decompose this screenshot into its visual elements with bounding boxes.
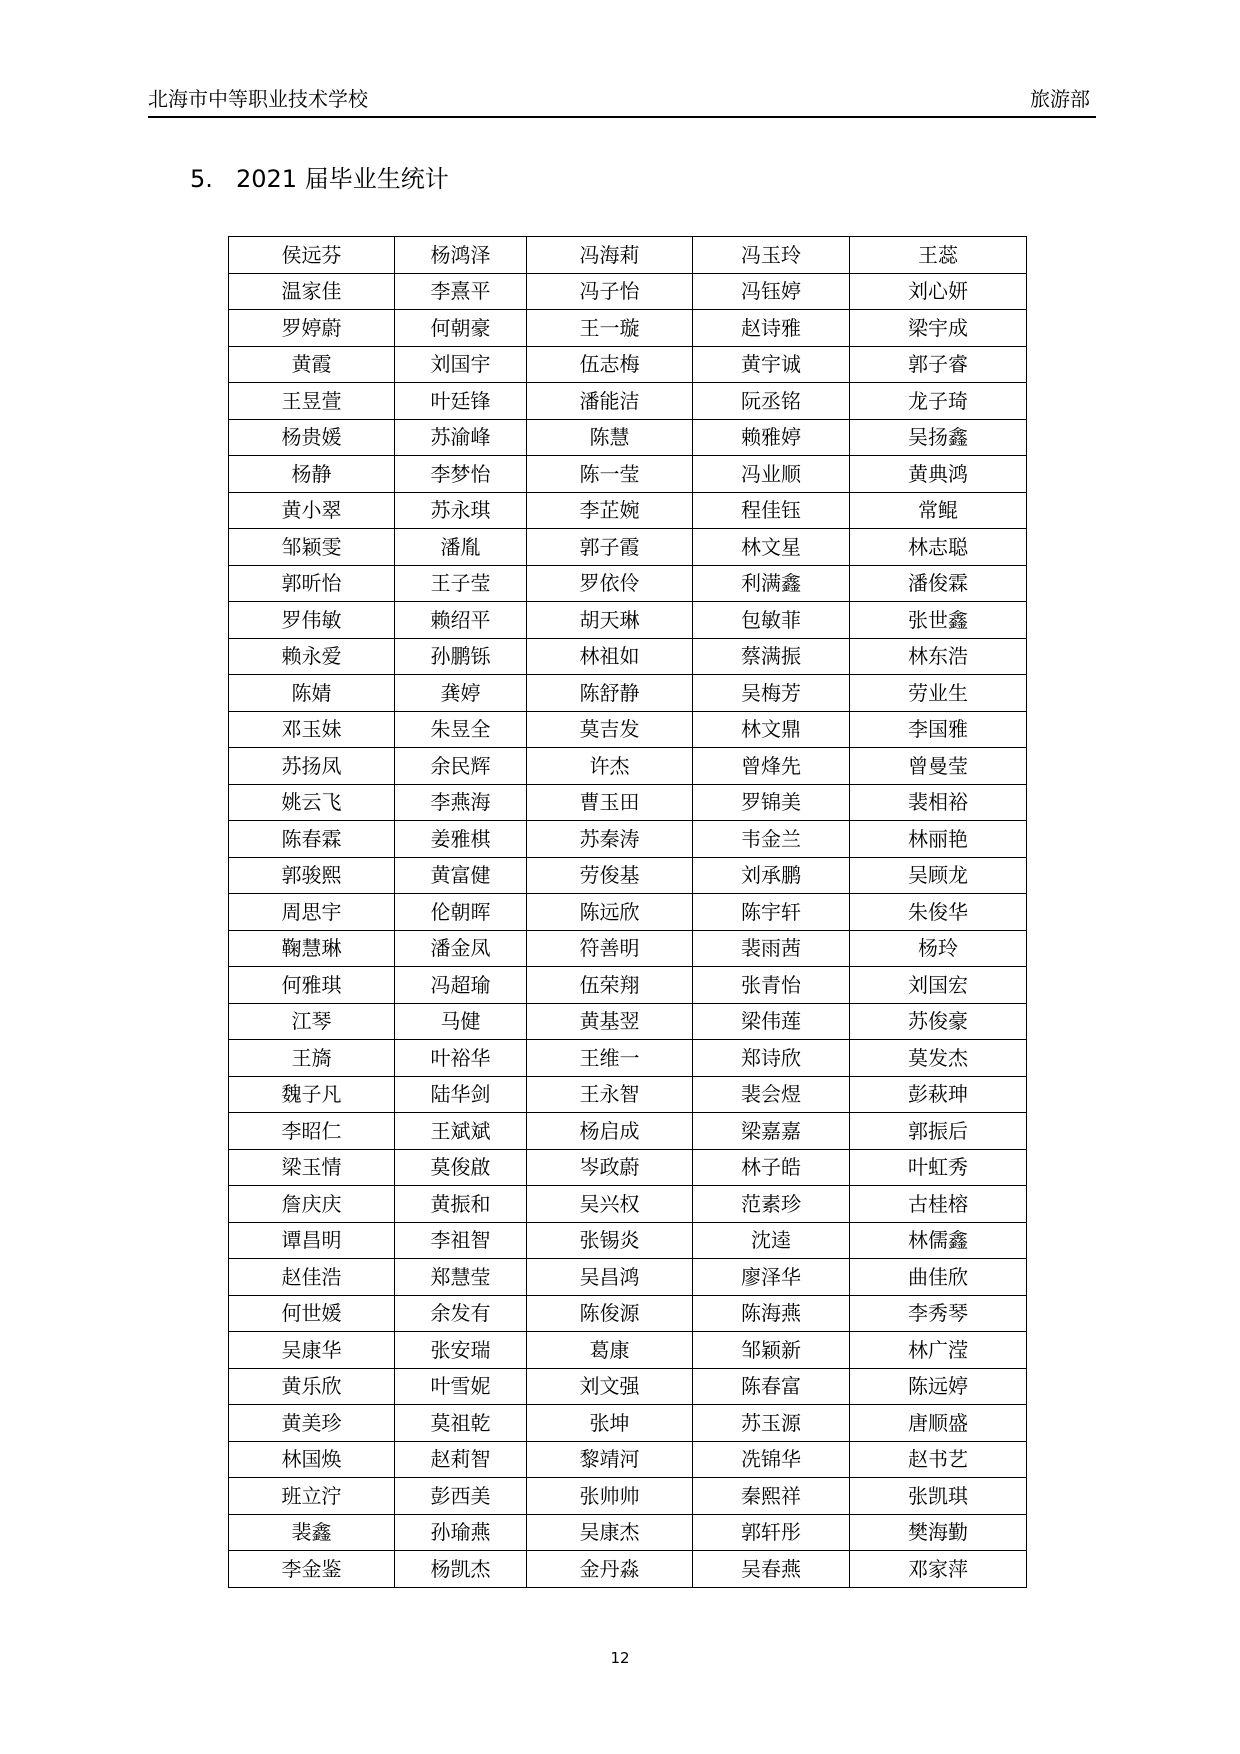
table-row — [229, 383, 1027, 420]
table-cell: 潘胤 — [395, 529, 527, 566]
table-cell: 吴春燕 — [693, 1551, 850, 1588]
table-cell: 黎靖河 — [527, 1441, 693, 1478]
table-cell: 黄典鸿 — [850, 456, 1027, 493]
table-cell: 陈春霖 — [229, 821, 395, 858]
table-cell: 王蕊 — [850, 237, 1027, 274]
table-cell: 廖泽华 — [693, 1259, 850, 1296]
table-cell: 吴康杰 — [527, 1514, 693, 1551]
table-cell: 张世鑫 — [850, 602, 1027, 639]
table-cell: 何朝豪 — [395, 310, 527, 347]
table-cell: 莫发杰 — [850, 1040, 1027, 1077]
table-cell: 罗婷蔚 — [229, 310, 395, 347]
table-cell: 龙子琦 — [850, 383, 1027, 420]
table-cell: 邓玉妹 — [229, 711, 395, 748]
table-cell: 冯业顺 — [693, 456, 850, 493]
table-cell: 陈慧 — [527, 419, 693, 456]
table-cell: 梁伟莲 — [693, 1003, 850, 1040]
table-cell: 劳俊基 — [527, 857, 693, 894]
table-cell: 樊海勤 — [850, 1514, 1027, 1551]
table-row — [229, 1551, 1027, 1588]
page-number: 12 — [610, 1649, 630, 1667]
table-row — [229, 1332, 1027, 1369]
table-cell: 陈远欣 — [527, 894, 693, 931]
table-cell: 彭西美 — [395, 1478, 527, 1515]
table-cell: 班立泞 — [229, 1478, 395, 1515]
table-cell: 孙鹏铄 — [395, 638, 527, 675]
table-cell: 郑诗欣 — [693, 1040, 850, 1077]
table-row — [229, 784, 1027, 821]
table-row — [229, 930, 1027, 967]
table-cell: 李梦怡 — [395, 456, 527, 493]
table-row — [229, 1405, 1027, 1442]
table-cell: 黄美珍 — [229, 1405, 395, 1442]
table-cell: 陈海燕 — [693, 1295, 850, 1332]
table-cell: 何世媛 — [229, 1295, 395, 1332]
table-cell: 吴康华 — [229, 1332, 395, 1369]
table-cell: 罗锦美 — [693, 784, 850, 821]
table-cell: 杨贵媛 — [229, 419, 395, 456]
table-cell: 潘金凤 — [395, 930, 527, 967]
table-cell: 金丹淼 — [527, 1551, 693, 1588]
table-row — [229, 492, 1027, 529]
table-row — [229, 273, 1027, 310]
table-cell: 黄基翌 — [527, 1003, 693, 1040]
table-cell: 王永智 — [527, 1076, 693, 1113]
table-cell: 陈春富 — [693, 1368, 850, 1405]
table-row — [229, 1514, 1027, 1551]
table-cell: 冯钰婷 — [693, 273, 850, 310]
table-cell: 苏渝峰 — [395, 419, 527, 456]
table-cell: 莫吉发 — [527, 711, 693, 748]
table-cell: 王斌斌 — [395, 1113, 527, 1150]
table-row — [229, 1113, 1027, 1150]
table-cell: 王子莹 — [395, 565, 527, 602]
table-row — [229, 1003, 1027, 1040]
table-cell: 张锡炎 — [527, 1222, 693, 1259]
table-row — [229, 675, 1027, 712]
table-cell: 苏秦涛 — [527, 821, 693, 858]
table-cell: 龚婷 — [395, 675, 527, 712]
table-cell: 林丽艳 — [850, 821, 1027, 858]
table-cell: 林国焕 — [229, 1441, 395, 1478]
table-cell: 郑慧莹 — [395, 1259, 527, 1296]
table-cell: 张青怡 — [693, 967, 850, 1004]
table-cell: 裴相裕 — [850, 784, 1027, 821]
table-cell: 江琴 — [229, 1003, 395, 1040]
table-cell: 林东浩 — [850, 638, 1027, 675]
table-cell: 李芷婉 — [527, 492, 693, 529]
table-cell: 刘文强 — [527, 1368, 693, 1405]
table-row — [229, 1149, 1027, 1186]
table-cell: 吴梅芳 — [693, 675, 850, 712]
table-row — [229, 602, 1027, 639]
table-cell: 林子皓 — [693, 1149, 850, 1186]
table-cell: 李国雅 — [850, 711, 1027, 748]
table-cell: 赖绍平 — [395, 602, 527, 639]
table-cell: 潘俊霖 — [850, 565, 1027, 602]
table-cell: 马健 — [395, 1003, 527, 1040]
table-cell: 伦朝晖 — [395, 894, 527, 931]
table-cell: 郭昕怡 — [229, 565, 395, 602]
table-cell: 李燕海 — [395, 784, 527, 821]
table-row — [229, 1259, 1027, 1296]
table-row — [229, 821, 1027, 858]
table-cell: 黄乐欣 — [229, 1368, 395, 1405]
graduates-table — [228, 236, 1027, 1588]
table-cell: 蔡满振 — [693, 638, 850, 675]
table-cell: 叶雪妮 — [395, 1368, 527, 1405]
table-cell: 王维一 — [527, 1040, 693, 1077]
table-cell: 常鲲 — [850, 492, 1027, 529]
section-number: 5. — [190, 165, 213, 193]
table-cell: 岑政蔚 — [527, 1149, 693, 1186]
table-cell: 张坤 — [527, 1405, 693, 1442]
table-cell: 程佳钰 — [693, 492, 850, 529]
school-name: 北海市中等职业技术学校 — [148, 87, 368, 111]
table-cell: 黄振和 — [395, 1186, 527, 1223]
table-cell: 刘心妍 — [850, 273, 1027, 310]
table-cell: 黄宇诚 — [693, 346, 850, 383]
table-cell: 张帅帅 — [527, 1478, 693, 1515]
table-cell: 莫祖乾 — [395, 1405, 527, 1442]
table-cell: 潘能洁 — [527, 383, 693, 420]
table-row — [229, 456, 1027, 493]
table-cell: 郭振后 — [850, 1113, 1027, 1150]
table-cell: 韦金兰 — [693, 821, 850, 858]
table-cell: 陈婧 — [229, 675, 395, 712]
table-cell: 陈远婷 — [850, 1368, 1027, 1405]
table-cell: 黄霞 — [229, 346, 395, 383]
table-row — [229, 1478, 1027, 1515]
table-row — [229, 1076, 1027, 1113]
table-cell: 陈俊源 — [527, 1295, 693, 1332]
table-cell: 李秀琴 — [850, 1295, 1027, 1332]
table-cell: 冯子怡 — [527, 273, 693, 310]
table-row — [229, 857, 1027, 894]
table-row — [229, 1295, 1027, 1332]
table-row — [229, 565, 1027, 602]
table-cell: 赖雅婷 — [693, 419, 850, 456]
table-cell: 符善明 — [527, 930, 693, 967]
table-cell: 余民辉 — [395, 748, 527, 785]
table-row — [229, 346, 1027, 383]
table-cell: 劳业生 — [850, 675, 1027, 712]
table-cell: 陈宇轩 — [693, 894, 850, 931]
table-cell: 林文鼎 — [693, 711, 850, 748]
table-cell: 张凯琪 — [850, 1478, 1027, 1515]
table-cell: 古桂榕 — [850, 1186, 1027, 1223]
table-cell: 李祖智 — [395, 1222, 527, 1259]
section-heading — [190, 163, 449, 195]
table-cell: 黄富健 — [395, 857, 527, 894]
table-cell: 赵佳浩 — [229, 1259, 395, 1296]
table-cell: 吴昌鸿 — [527, 1259, 693, 1296]
table-cell: 杨玲 — [850, 930, 1027, 967]
table-cell: 吴兴权 — [527, 1186, 693, 1223]
table-cell: 冼锦华 — [693, 1441, 850, 1478]
table-cell: 林祖如 — [527, 638, 693, 675]
table-cell: 梁嘉嘉 — [693, 1113, 850, 1150]
table-cell: 杨凯杰 — [395, 1551, 527, 1588]
table-cell: 苏扬凤 — [229, 748, 395, 785]
table-cell: 罗伟敏 — [229, 602, 395, 639]
table-cell: 林文星 — [693, 529, 850, 566]
table-cell: 叶廷锋 — [395, 383, 527, 420]
table-cell: 苏玉源 — [693, 1405, 850, 1442]
table-row — [229, 419, 1027, 456]
table-cell: 李金鉴 — [229, 1551, 395, 1588]
table-cell: 谭昌明 — [229, 1222, 395, 1259]
table-cell: 王旖 — [229, 1040, 395, 1077]
table-cell: 林儒鑫 — [850, 1222, 1027, 1259]
table-cell: 邓家萍 — [850, 1551, 1027, 1588]
section-title: 2021 届毕业生统计 — [236, 165, 449, 193]
table-cell: 彭萩珅 — [850, 1076, 1027, 1113]
table-cell: 邹颖雯 — [229, 529, 395, 566]
table-cell: 侯远芬 — [229, 237, 395, 274]
table-cell: 唐顺盛 — [850, 1405, 1027, 1442]
table-row — [229, 894, 1027, 931]
table-cell: 裴鑫 — [229, 1514, 395, 1551]
table-cell: 何雅琪 — [229, 967, 395, 1004]
table-cell: 刘国宇 — [395, 346, 527, 383]
table-cell: 许杰 — [527, 748, 693, 785]
table-cell: 王昱萱 — [229, 383, 395, 420]
table-row — [229, 1222, 1027, 1259]
table-cell: 莫俊啟 — [395, 1149, 527, 1186]
table-cell: 曹玉田 — [527, 784, 693, 821]
table-row — [229, 748, 1027, 785]
table-cell: 范素珍 — [693, 1186, 850, 1223]
table-cell: 赖永爱 — [229, 638, 395, 675]
table-cell: 胡天琳 — [527, 602, 693, 639]
table-cell: 林广滢 — [850, 1332, 1027, 1369]
table-cell: 包敏菲 — [693, 602, 850, 639]
table-cell: 朱俊华 — [850, 894, 1027, 931]
table-cell: 梁玉情 — [229, 1149, 395, 1186]
table-cell: 曾烽先 — [693, 748, 850, 785]
table-row — [229, 529, 1027, 566]
table-cell: 秦熙祥 — [693, 1478, 850, 1515]
table-row — [229, 237, 1027, 274]
table-row — [229, 711, 1027, 748]
table-cell: 魏子凡 — [229, 1076, 395, 1113]
table-cell: 阮丞铭 — [693, 383, 850, 420]
table-cell: 姜雅棋 — [395, 821, 527, 858]
table-cell: 冯超瑜 — [395, 967, 527, 1004]
table-cell: 叶裕华 — [395, 1040, 527, 1077]
table-cell: 陈一莹 — [527, 456, 693, 493]
table-cell: 杨鸿泽 — [395, 237, 527, 274]
table-cell: 曲佳欣 — [850, 1259, 1027, 1296]
table-cell: 吴顾龙 — [850, 857, 1027, 894]
table-cell: 郭子霞 — [527, 529, 693, 566]
table-row — [229, 967, 1027, 1004]
table-cell: 罗依伶 — [527, 565, 693, 602]
table-cell: 温家佳 — [229, 273, 395, 310]
table-cell: 周思宇 — [229, 894, 395, 931]
table-cell: 鞠慧琳 — [229, 930, 395, 967]
table-cell: 曾曼莹 — [850, 748, 1027, 785]
table-cell: 裴会煜 — [693, 1076, 850, 1113]
table-cell: 利满鑫 — [693, 565, 850, 602]
table-cell: 赵莉智 — [395, 1441, 527, 1478]
graduates-table-body — [229, 237, 1027, 1588]
table-cell: 朱昱全 — [395, 711, 527, 748]
table-cell: 陆华剑 — [395, 1076, 527, 1113]
table-cell: 李熹平 — [395, 273, 527, 310]
table-cell: 郭骏熙 — [229, 857, 395, 894]
table-cell: 郭轩彤 — [693, 1514, 850, 1551]
table-cell: 赵书艺 — [850, 1441, 1027, 1478]
table-cell: 冯海莉 — [527, 237, 693, 274]
table-cell: 伍志梅 — [527, 346, 693, 383]
table-cell: 葛康 — [527, 1332, 693, 1369]
table-row — [229, 1186, 1027, 1223]
table-cell: 刘国宏 — [850, 967, 1027, 1004]
table-cell: 苏永琪 — [395, 492, 527, 529]
table-cell: 张安瑞 — [395, 1332, 527, 1369]
table-cell: 裴雨茜 — [693, 930, 850, 967]
table-cell: 苏俊豪 — [850, 1003, 1027, 1040]
table-cell: 陈舒静 — [527, 675, 693, 712]
table-row — [229, 1368, 1027, 1405]
table-cell: 姚云飞 — [229, 784, 395, 821]
table-cell: 孙瑜燕 — [395, 1514, 527, 1551]
table-cell: 杨静 — [229, 456, 395, 493]
table-cell: 刘承鹏 — [693, 857, 850, 894]
table-row — [229, 638, 1027, 675]
table-row — [229, 1441, 1027, 1478]
table-row — [229, 310, 1027, 347]
table-cell: 黄小翠 — [229, 492, 395, 529]
table-cell: 冯玉玲 — [693, 237, 850, 274]
table-cell: 沈逵 — [693, 1222, 850, 1259]
table-cell: 梁宇成 — [850, 310, 1027, 347]
table-cell: 邹颖新 — [693, 1332, 850, 1369]
table-cell: 林志聪 — [850, 529, 1027, 566]
table-cell: 吴扬鑫 — [850, 419, 1027, 456]
table-cell: 王一璇 — [527, 310, 693, 347]
department-name: 旅游部 — [1030, 87, 1090, 111]
table-cell: 郭子睿 — [850, 346, 1027, 383]
table-cell: 李昭仁 — [229, 1113, 395, 1150]
table-cell: 杨启成 — [527, 1113, 693, 1150]
table-cell: 赵诗雅 — [693, 310, 850, 347]
table-cell: 叶虹秀 — [850, 1149, 1027, 1186]
table-row — [229, 1040, 1027, 1077]
page-header — [148, 86, 1096, 118]
table-cell: 詹庆庆 — [229, 1186, 395, 1223]
table-cell: 余发有 — [395, 1295, 527, 1332]
table-cell: 伍荣翔 — [527, 967, 693, 1004]
